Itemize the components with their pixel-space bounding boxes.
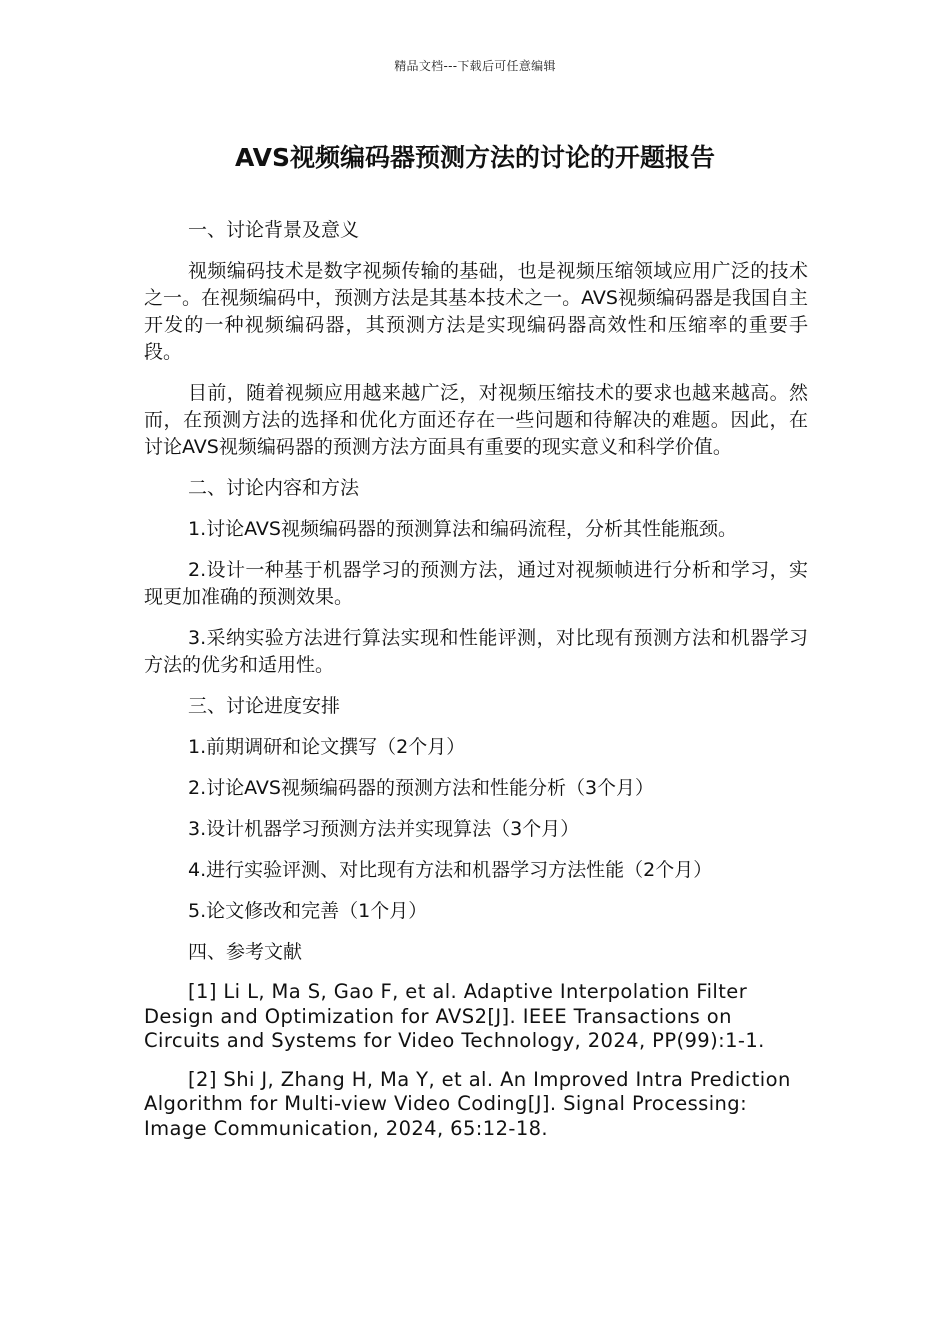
list-item-content-2: 2.设计一种基于机器学习的预测方法，通过对视频帧进行分析和学习，实现更加准确的预测效果。 xyxy=(144,559,808,608)
reference-item-2: [2] Shi J, Zhang H, Ma Y, et al. An Improved Intra Prediction Algorithm for Multi-view Video Coding[J]. Signal Processing: Image Communication, 2024, 65:12-18. xyxy=(144,1067,791,1140)
paragraph-background-1: 视频编码技术是数字视频传输的基础，也是视频压缩领域应用广泛的技术之一。在视频编码中，预测方法是其基本技术之一。AVS视频编码器是我国自主开发的一种视频编码器，其预测方法是实现编码器高效性和压缩率的重要手段。 xyxy=(144,260,808,363)
section-heading-background: 一、讨论背景及意义 xyxy=(188,219,360,241)
section-heading-references: 四、参考文献 xyxy=(188,941,303,963)
paragraph-background-2: 目前，随着视频应用越来越广泛，对视频压缩技术的要求也越来越高。然而，在预测方法的选择和优化方面还存在一些问题和待解决的难题。因此，在讨论AVS视频编码器的预测方法方面具有重要的现实意义和科学价值。 xyxy=(144,382,808,458)
header-note: 精品文档---下载后可任意编辑 xyxy=(394,59,556,73)
list-item-schedule-1: 1.前期调研和论文撰写（2个月） xyxy=(188,736,466,758)
document-title: AVS视频编码器预测方法的讨论的开题报告 xyxy=(234,143,715,172)
section-heading-schedule: 三、讨论进度安排 xyxy=(188,695,341,717)
list-item-content-3: 3.采纳实验方法进行算法实现和性能评测，对比现有预测方法和机器学习方法的优劣和适用性。 xyxy=(144,627,808,676)
reference-item-1: [1] Li L, Ma S, Gao F, et al. Adaptive Interpolation Filter Design and Optimization for AVS2[J]. IEEE Transactions on Circuits and Systems for Video Technology, 2024, PP(99):1-1. xyxy=(144,980,765,1052)
list-item-content-1: 1.讨论AVS视频编码器的预测算法和编码流程，分析其性能瓶颈。 xyxy=(188,518,737,540)
list-item-schedule-3: 3.设计机器学习预测方法并实现算法（3个月） xyxy=(188,818,580,840)
list-item-schedule-4: 4.进行实验评测、对比现有方法和机器学习方法性能（2个月） xyxy=(188,859,713,881)
document-body xyxy=(144,217,808,1155)
section-heading-content-methods: 二、讨论内容和方法 xyxy=(188,477,360,499)
list-item-schedule-2: 2.讨论AVS视频编码器的预测方法和性能分析（3个月） xyxy=(188,777,655,799)
list-item-schedule-5: 5.论文修改和完善（1个月） xyxy=(188,900,428,922)
